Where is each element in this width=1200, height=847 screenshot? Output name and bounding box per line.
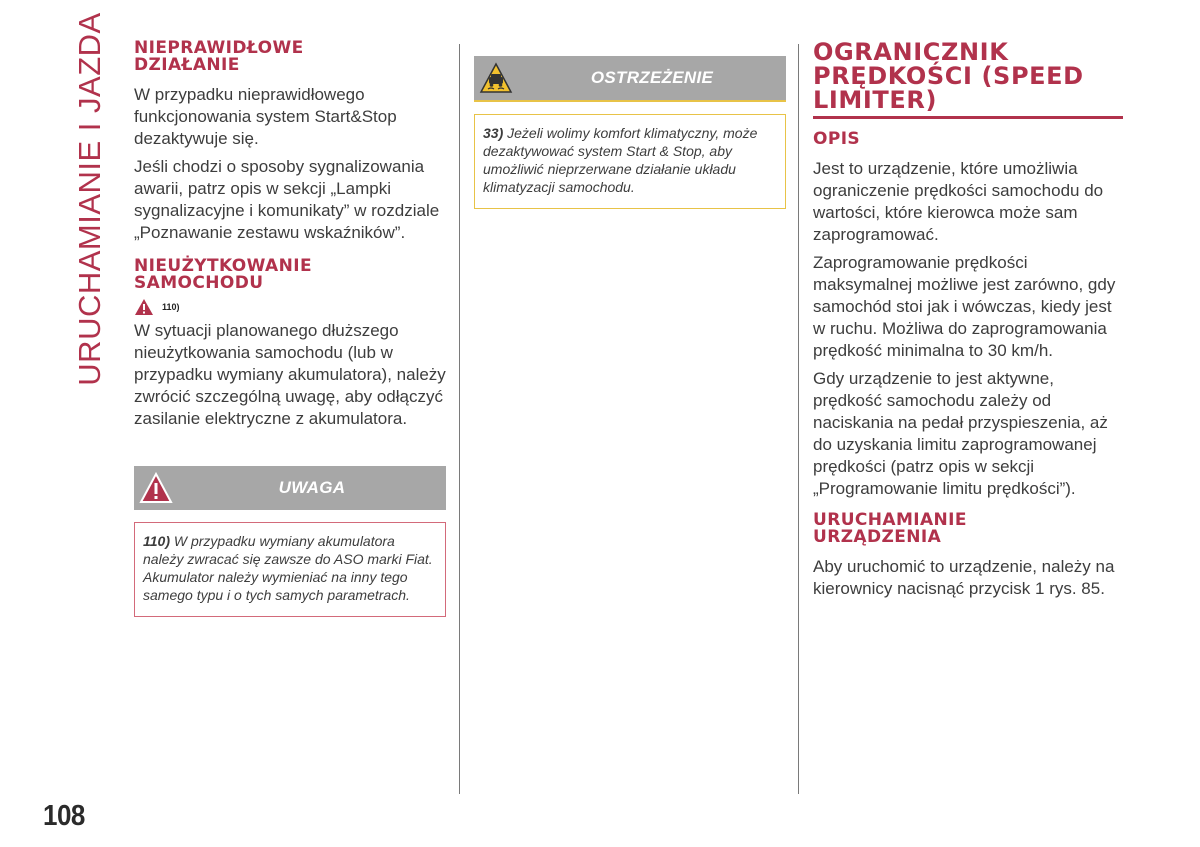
caution-note-text: W przypadku wymiany akumulatora należy zwracać się zawsze do ASO marki Fiat. Akumulator należy wymieniać na inny tego samego typu i o tych samych parametrach. <box>143 533 433 603</box>
warning-banner <box>474 56 786 102</box>
paragraph-active: Gdy urządzenie to jest aktywne, prędkość samochodu zależy od naciskania na pedał przyspieszenia, aż do uzyskania limitu zaprogramowanej prędkości (patrz opis w sekcji „Programowanie limitu prędkości”). <box>813 369 1108 498</box>
page-number: 108 <box>43 798 85 832</box>
chapter-side-tab-label: URUCHAMIANIE I JAZDA <box>72 12 107 386</box>
warning-reference-number: 110) <box>162 302 180 312</box>
warning-triangle-icon <box>134 298 154 316</box>
paragraph-activation: Aby uruchomić to urządzenie, należy na kierownicy nacisnąć przycisk 1 rys. 85. <box>813 557 1115 598</box>
car-skid-warning-icon <box>474 56 518 100</box>
main-title-speed-limiter: OGRANICZNIK PRĘDKOŚCI (SPEED LIMITER) <box>813 38 1084 114</box>
paragraph-programming: Zaprogramowanie prędkości maksymalnej możliwe jest zarówno, gdy samochód stoi jak i wówczas, kiedy jest w ruchu. Możliwa do zaprogramowania prędkość minimalna to 30 km/h. <box>813 253 1116 360</box>
warning-note <box>474 114 786 209</box>
paragraph-signalling: Jeśli chodzi o sposoby sygnalizowania awarii, patrz opis w sekcji „Lampki sygnalizacyjne i komunikaty” w rozdziale „Poznawanie zestawu wskaźników”. <box>134 157 440 242</box>
warning-banner-label: OSTRZEŻENIE <box>590 68 714 87</box>
section-heading-storage: NIEUŻYTKOWANIE SAMOCHODU <box>134 256 312 293</box>
warning-note-number: 33) <box>483 125 504 141</box>
caution-note-number: 110) <box>143 533 170 549</box>
column-1 <box>134 40 446 617</box>
caution-icon <box>134 466 178 510</box>
paragraph-storage: W sytuacji planowanego dłuższego nieużytkowania samochodu (lub w przypadku wymiany akumulatora), należy zwrócić szczególną uwagę, aby odłączyć zasilanie elektryczne z akumulatora. <box>134 321 446 428</box>
paragraph-description: Jest to urządzenie, które umożliwia ograniczenie prędkości samochodu do wartości, które kierowca może sam zaprogramować. <box>813 159 1104 244</box>
caution-banner-label: UWAGA <box>278 478 346 497</box>
warning-note-text: Jeżeli wolimy komfort klimatyczny, może dezaktywować system Start & Stop, aby umożliwić nieprzerwane działanie układu klimatyzacji samochodu. <box>483 125 758 195</box>
column-3 <box>813 40 1125 606</box>
section-heading-malfunction: NIEPRAWIDŁOWE DZIAŁANIE <box>134 38 304 75</box>
section-heading-activation: URUCHAMIANIE URZĄDZENIA <box>813 510 967 547</box>
column-2 <box>474 56 786 209</box>
column-divider-1 <box>459 44 460 794</box>
section-heading-description: OPIS <box>813 129 861 149</box>
column-divider-2 <box>798 44 799 794</box>
paragraph-malfunction: W przypadku nieprawidłowego funkcjonowania system Start&Stop dezaktywuje się. <box>134 85 397 148</box>
caution-banner <box>134 466 446 510</box>
chapter-side-tab <box>72 12 108 386</box>
warning-reference[interactable] <box>134 298 446 316</box>
caution-note <box>134 522 446 617</box>
